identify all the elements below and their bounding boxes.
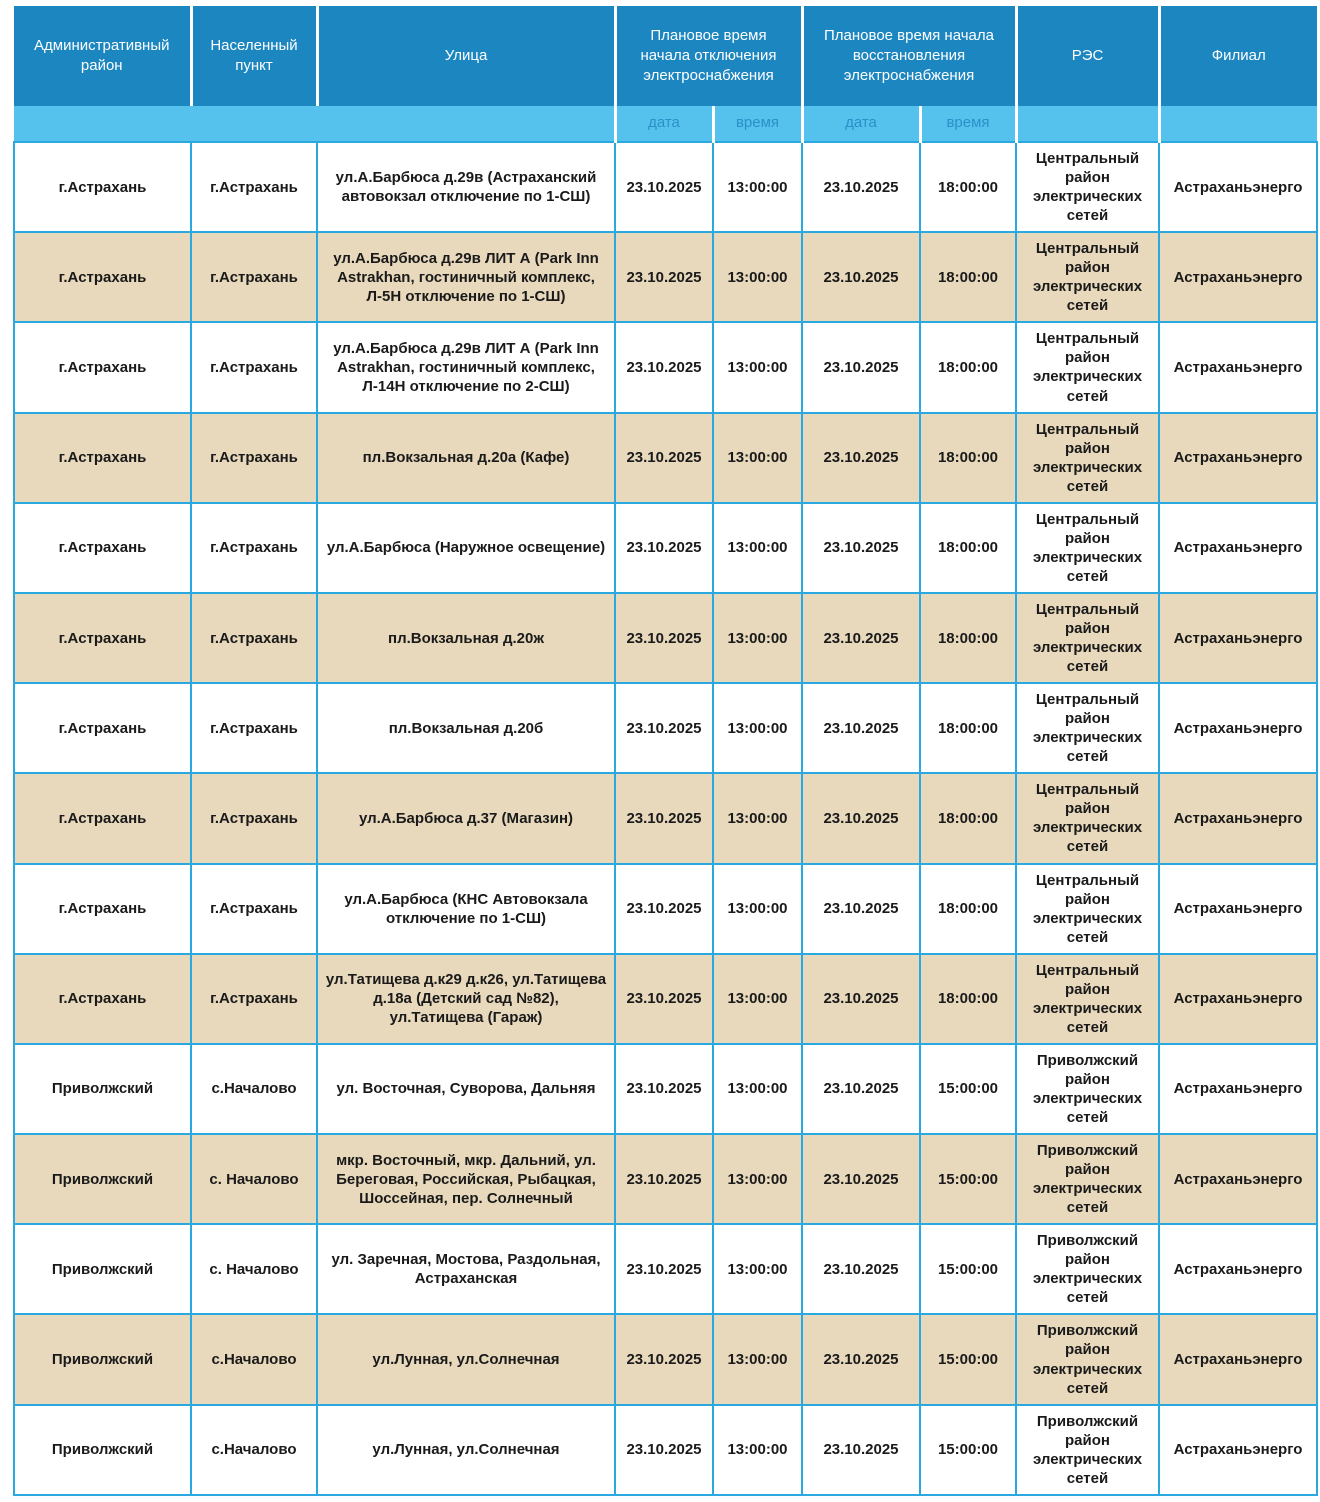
cell-restore-time: 18:00:00 bbox=[920, 142, 1016, 232]
cell-branch: Астраханьэнерго bbox=[1159, 142, 1317, 232]
table-header bbox=[14, 6, 1317, 142]
cell-restore-date: 23.10.2025 bbox=[802, 773, 920, 863]
cell-outage-date: 23.10.2025 bbox=[615, 232, 713, 322]
cell-outage-time: 13:00:00 bbox=[713, 773, 802, 863]
subheader-restore-date: дата bbox=[802, 106, 920, 142]
cell-settlement: г.Астрахань bbox=[191, 773, 317, 863]
table-row bbox=[14, 1314, 1317, 1404]
cell-outage-date: 23.10.2025 bbox=[615, 773, 713, 863]
cell-outage-time: 13:00:00 bbox=[713, 1134, 802, 1224]
cell-street: пл.Вокзальная д.20ж bbox=[317, 593, 615, 683]
cell-restore-time: 18:00:00 bbox=[920, 232, 1016, 322]
cell-outage-date: 23.10.2025 bbox=[615, 954, 713, 1044]
cell-restore-date: 23.10.2025 bbox=[802, 142, 920, 232]
cell-restore-time: 18:00:00 bbox=[920, 413, 1016, 503]
cell-restore-date: 23.10.2025 bbox=[802, 413, 920, 503]
cell-res: Приволжский район электрических сетей bbox=[1016, 1314, 1159, 1404]
cell-street: ул.А.Барбюса д.29в ЛИТ А (Park Inn Astrakhan, гостиничный комплекс, Л-14Н отключение по 2-СШ) bbox=[317, 322, 615, 412]
cell-branch: Астраханьэнерго bbox=[1159, 232, 1317, 322]
cell-restore-date: 23.10.2025 bbox=[802, 593, 920, 683]
table-row bbox=[14, 232, 1317, 322]
cell-admin-district: г.Астрахань bbox=[14, 593, 191, 683]
cell-outage-time: 13:00:00 bbox=[713, 683, 802, 773]
cell-outage-time: 13:00:00 bbox=[713, 864, 802, 954]
cell-restore-time: 18:00:00 bbox=[920, 773, 1016, 863]
subheader-spacer-branch bbox=[1159, 106, 1317, 142]
cell-branch: Астраханьэнерго bbox=[1159, 1405, 1317, 1495]
cell-settlement: с. Началово bbox=[191, 1134, 317, 1224]
cell-res: Приволжский район электрических сетей bbox=[1016, 1224, 1159, 1314]
cell-admin-district: г.Астрахань bbox=[14, 322, 191, 412]
header-street: Улица bbox=[317, 6, 615, 106]
cell-settlement: г.Астрахань bbox=[191, 413, 317, 503]
cell-outage-date: 23.10.2025 bbox=[615, 1405, 713, 1495]
table-row bbox=[14, 683, 1317, 773]
cell-settlement: г.Астрахань bbox=[191, 683, 317, 773]
cell-branch: Астраханьэнерго bbox=[1159, 1134, 1317, 1224]
cell-admin-district: Приволжский bbox=[14, 1405, 191, 1495]
table-row bbox=[14, 864, 1317, 954]
cell-admin-district: г.Астрахань bbox=[14, 413, 191, 503]
cell-settlement: г.Астрахань bbox=[191, 232, 317, 322]
cell-outage-time: 13:00:00 bbox=[713, 232, 802, 322]
cell-restore-date: 23.10.2025 bbox=[802, 864, 920, 954]
cell-branch: Астраханьэнерго bbox=[1159, 322, 1317, 412]
table-row bbox=[14, 142, 1317, 232]
cell-admin-district: г.Астрахань bbox=[14, 954, 191, 1044]
cell-branch: Астраханьэнерго bbox=[1159, 593, 1317, 683]
cell-res: Центральный район электрических сетей bbox=[1016, 232, 1159, 322]
cell-res: Центральный район электрических сетей bbox=[1016, 503, 1159, 593]
cell-restore-date: 23.10.2025 bbox=[802, 503, 920, 593]
cell-res: Центральный район электрических сетей bbox=[1016, 142, 1159, 232]
cell-outage-date: 23.10.2025 bbox=[615, 864, 713, 954]
cell-res: Центральный район электрических сетей bbox=[1016, 954, 1159, 1044]
cell-street: ул.Татищева д.к29 д.к26, ул.Татищева д.18а (Детский сад №82), ул.Татищева (Гараж) bbox=[317, 954, 615, 1044]
cell-outage-date: 23.10.2025 bbox=[615, 1134, 713, 1224]
cell-outage-time: 13:00:00 bbox=[713, 593, 802, 683]
cell-branch: Астраханьэнерго bbox=[1159, 954, 1317, 1044]
cell-settlement: с. Началово bbox=[191, 1224, 317, 1314]
cell-street: пл.Вокзальная д.20а (Кафе) bbox=[317, 413, 615, 503]
cell-branch: Астраханьэнерго bbox=[1159, 413, 1317, 503]
cell-restore-date: 23.10.2025 bbox=[802, 322, 920, 412]
cell-settlement: с.Началово bbox=[191, 1405, 317, 1495]
cell-restore-date: 23.10.2025 bbox=[802, 1134, 920, 1224]
cell-settlement: г.Астрахань bbox=[191, 864, 317, 954]
cell-restore-time: 15:00:00 bbox=[920, 1405, 1016, 1495]
table-body bbox=[14, 142, 1317, 1495]
cell-outage-time: 13:00:00 bbox=[713, 1405, 802, 1495]
header-res: РЭС bbox=[1016, 6, 1159, 106]
cell-outage-date: 23.10.2025 bbox=[615, 142, 713, 232]
subheader-spacer-res bbox=[1016, 106, 1159, 142]
subheader-spacer-street bbox=[317, 106, 615, 142]
cell-outage-date: 23.10.2025 bbox=[615, 413, 713, 503]
cell-res: Приволжский район электрических сетей bbox=[1016, 1134, 1159, 1224]
cell-outage-time: 13:00:00 bbox=[713, 1314, 802, 1404]
cell-restore-time: 15:00:00 bbox=[920, 1224, 1016, 1314]
cell-outage-date: 23.10.2025 bbox=[615, 1044, 713, 1134]
table-row bbox=[14, 1134, 1317, 1224]
header-settlement: Населенный пункт bbox=[191, 6, 317, 106]
cell-admin-district: г.Астрахань bbox=[14, 773, 191, 863]
header-outage-start: Плановое время начала отключения электроснабжения bbox=[615, 6, 802, 106]
cell-res: Центральный район электрических сетей bbox=[1016, 864, 1159, 954]
header-restore-start: Плановое время начала восстановления электроснабжения bbox=[802, 6, 1016, 106]
cell-outage-time: 13:00:00 bbox=[713, 322, 802, 412]
cell-outage-time: 13:00:00 bbox=[713, 1224, 802, 1314]
cell-admin-district: Приволжский bbox=[14, 1314, 191, 1404]
cell-street: ул.Лунная, ул.Солнечная bbox=[317, 1314, 615, 1404]
cell-outage-date: 23.10.2025 bbox=[615, 322, 713, 412]
cell-outage-date: 23.10.2025 bbox=[615, 503, 713, 593]
cell-restore-time: 18:00:00 bbox=[920, 954, 1016, 1044]
cell-res: Приволжский район электрических сетей bbox=[1016, 1405, 1159, 1495]
table-row bbox=[14, 322, 1317, 412]
subheader-outage-date: дата bbox=[615, 106, 713, 142]
cell-settlement: с.Началово bbox=[191, 1044, 317, 1134]
cell-admin-district: г.Астрахань bbox=[14, 683, 191, 773]
cell-restore-time: 15:00:00 bbox=[920, 1314, 1016, 1404]
cell-settlement: г.Астрахань bbox=[191, 593, 317, 683]
cell-admin-district: Приволжский bbox=[14, 1134, 191, 1224]
cell-settlement: г.Астрахань bbox=[191, 322, 317, 412]
cell-street: ул. Восточная, Суворова, Дальняя bbox=[317, 1044, 615, 1134]
cell-outage-date: 23.10.2025 bbox=[615, 1314, 713, 1404]
cell-outage-date: 23.10.2025 bbox=[615, 1224, 713, 1314]
cell-outage-time: 13:00:00 bbox=[713, 954, 802, 1044]
header-branch: Филиал bbox=[1159, 6, 1317, 106]
cell-restore-time: 15:00:00 bbox=[920, 1134, 1016, 1224]
table-row bbox=[14, 773, 1317, 863]
cell-street: ул.Лунная, ул.Солнечная bbox=[317, 1405, 615, 1495]
cell-street: ул.А.Барбюса д.37 (Магазин) bbox=[317, 773, 615, 863]
cell-branch: Астраханьэнерго bbox=[1159, 864, 1317, 954]
cell-street: ул. Заречная, Мостова, Раздольная, Астраханская bbox=[317, 1224, 615, 1314]
table-row bbox=[14, 1405, 1317, 1495]
cell-outage-time: 13:00:00 bbox=[713, 503, 802, 593]
cell-settlement: с.Началово bbox=[191, 1314, 317, 1404]
cell-restore-date: 23.10.2025 bbox=[802, 1044, 920, 1134]
cell-street: ул.А.Барбюса д.29в (Астраханский автовокзал отключение по 1-СШ) bbox=[317, 142, 615, 232]
cell-street: ул.А.Барбюса (КНС Автовокзала отключение по 1-СШ) bbox=[317, 864, 615, 954]
cell-outage-time: 13:00:00 bbox=[713, 413, 802, 503]
cell-res: Центральный район электрических сетей bbox=[1016, 683, 1159, 773]
cell-restore-date: 23.10.2025 bbox=[802, 232, 920, 322]
cell-admin-district: г.Астрахань bbox=[14, 232, 191, 322]
cell-settlement: г.Астрахань bbox=[191, 954, 317, 1044]
cell-restore-date: 23.10.2025 bbox=[802, 683, 920, 773]
cell-settlement: г.Астрахань bbox=[191, 503, 317, 593]
subheader-spacer-settlement bbox=[191, 106, 317, 142]
header-admin-district: Административный район bbox=[14, 6, 191, 106]
cell-res: Центральный район электрических сетей bbox=[1016, 773, 1159, 863]
cell-res: Центральный район электрических сетей bbox=[1016, 593, 1159, 683]
cell-restore-time: 18:00:00 bbox=[920, 322, 1016, 412]
cell-admin-district: г.Астрахань bbox=[14, 864, 191, 954]
cell-admin-district: г.Астрахань bbox=[14, 142, 191, 232]
cell-street: ул.А.Барбюса (Наружное освещение) bbox=[317, 503, 615, 593]
cell-branch: Астраханьэнерго bbox=[1159, 1224, 1317, 1314]
cell-restore-date: 23.10.2025 bbox=[802, 954, 920, 1044]
cell-admin-district: Приволжский bbox=[14, 1224, 191, 1314]
planned-outages-table bbox=[13, 6, 1318, 1496]
subheader-spacer-district bbox=[14, 106, 191, 142]
cell-outage-time: 13:00:00 bbox=[713, 142, 802, 232]
cell-settlement: г.Астрахань bbox=[191, 142, 317, 232]
cell-street: пл.Вокзальная д.20б bbox=[317, 683, 615, 773]
cell-restore-date: 23.10.2025 bbox=[802, 1224, 920, 1314]
table-row bbox=[14, 954, 1317, 1044]
cell-restore-time: 15:00:00 bbox=[920, 1044, 1016, 1134]
table-row bbox=[14, 413, 1317, 503]
cell-branch: Астраханьэнерго bbox=[1159, 773, 1317, 863]
subheader-outage-time: время bbox=[713, 106, 802, 142]
table-row bbox=[14, 1044, 1317, 1134]
cell-res: Приволжский район электрических сетей bbox=[1016, 1044, 1159, 1134]
cell-branch: Астраханьэнерго bbox=[1159, 503, 1317, 593]
cell-branch: Астраханьэнерго bbox=[1159, 1314, 1317, 1404]
cell-res: Центральный район электрических сетей bbox=[1016, 322, 1159, 412]
header-row bbox=[14, 6, 1317, 106]
cell-street: ул.А.Барбюса д.29в ЛИТ А (Park Inn Astrakhan, гостиничный комплекс, Л-5Н отключение по 1-СШ) bbox=[317, 232, 615, 322]
cell-outage-date: 23.10.2025 bbox=[615, 683, 713, 773]
cell-branch: Астраханьэнерго bbox=[1159, 683, 1317, 773]
cell-outage-time: 13:00:00 bbox=[713, 1044, 802, 1134]
subheader-restore-time: время bbox=[920, 106, 1016, 142]
cell-restore-time: 18:00:00 bbox=[920, 593, 1016, 683]
cell-restore-time: 18:00:00 bbox=[920, 503, 1016, 593]
cell-street: мкр. Восточный, мкр. Дальний, ул. Береговая, Российская, Рыбацкая, Шоссейная, пер. Солнечный bbox=[317, 1134, 615, 1224]
cell-branch: Астраханьэнерго bbox=[1159, 1044, 1317, 1134]
cell-restore-date: 23.10.2025 bbox=[802, 1405, 920, 1495]
subheader-row bbox=[14, 106, 1317, 142]
table-row bbox=[14, 503, 1317, 593]
cell-admin-district: г.Астрахань bbox=[14, 503, 191, 593]
cell-admin-district: Приволжский bbox=[14, 1044, 191, 1134]
cell-res: Центральный район электрических сетей bbox=[1016, 413, 1159, 503]
cell-restore-time: 18:00:00 bbox=[920, 683, 1016, 773]
cell-restore-time: 18:00:00 bbox=[920, 864, 1016, 954]
table-row bbox=[14, 1224, 1317, 1314]
cell-restore-date: 23.10.2025 bbox=[802, 1314, 920, 1404]
cell-outage-date: 23.10.2025 bbox=[615, 593, 713, 683]
table-row bbox=[14, 593, 1317, 683]
